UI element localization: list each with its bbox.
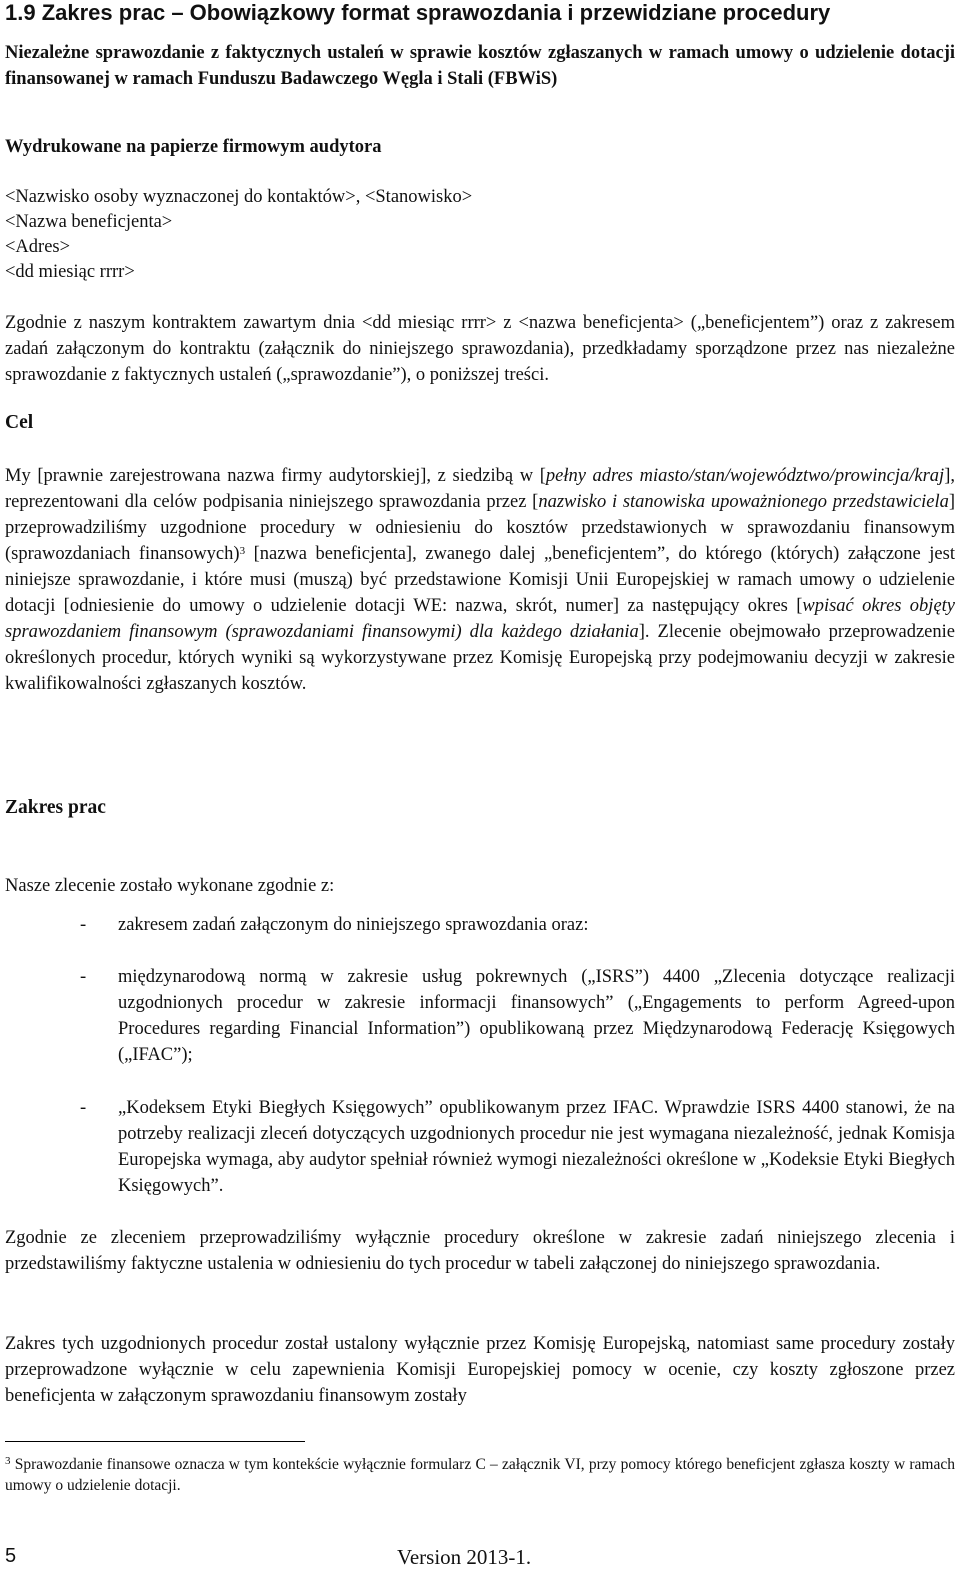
section-title: 1.9 Zakres prac – Obowiązkowy format sprawozdania i przewidziane procedury	[5, 0, 831, 25]
intro-paragraph: Zgodnie z naszym kontraktem zawartym dnia <dd miesiąc rrrr> z <nazwa beneficjenta> („beneficjentem”) oraz z zakresem zadań załączonym do kontraktu (załącznik do niniejszego sprawozdania), przedkładamy sporządzone przez nas niezależne sprawozdanie z faktycznych ustaleń („sprawozdanie”), o poniższej treści.	[5, 313, 955, 385]
list-dash: -	[80, 915, 87, 935]
list-item	[5, 912, 955, 938]
list-item	[5, 1095, 955, 1199]
cel-paragraph: My [prawnie zarejestrowana nazwa firmy audytorskiej], z siedzibą w [pełny adres miasto/stan/województwo/prowincja/kraj], reprezentowani dla celów podpisania niniejszego sprawozdania przez [nazwisko i stanowiska upoważnionego przedstawiciela] przeprowadziliśmy uzgodnione procedury w odniesieniu do kosztów przedstawionych w sprawozdaniu finansowym (sprawozdaniach finansowych)$^3$ [nazwa beneficjenta], zwanego dalej „beneficjentem”, do którego (których) załączone jest niniejsze sprawozdanie, i które musi (muszą) być przedstawione Komisji Unii Europejskiej w ramach umowy o udzielenie dotacji [odniesienie do umowy o udzielenie dotacji WE: nazwa, skrót, numer] za następujący okres [wpisać okres objęty sprawozdaniem finansowym (sprawozdaniami finansowymi) dla każdego działania]. Zlecenie obejmowało przeprowadzenie określonych procedur, których wyniki są wykorzystywane przez Komisję Europejską przy podejmowaniu decyzji w zakresie kwalifikowalności zgłaszanych kosztów.	[5, 466, 956, 694]
address-line: <Nazwa beneficjenta>	[5, 212, 173, 232]
list-dash: -	[80, 967, 87, 987]
zakres-paragraph-1: Zgodnie ze zleceniem przeprowadziliśmy wyłącznie procedury określone w zakresie zadań niniejszego zlecenia i przedstawiliśmy faktyczne ustalenia w odniesieniu do tych procedur w tabeli załączonej do niniejszego sprawozdania.	[5, 1228, 955, 1274]
zakres-heading: Zakres prac	[5, 797, 106, 818]
list-item-text: „Kodeksem Etyki Biegłych Księgowych” opublikowanym przez IFAC. Wprawdzie ISRS 4400 stanowi, że na potrzeby realizacji zleceń dotyczących uzgodnionych procedur nie jest wymagana niezależność, jednak Komisja Europejska wymaga, aby audytor spełniał również wymogi niezależności określone w „Kodeksie Etyki Biegłych Księgowych”.	[118, 1098, 955, 1196]
letterhead-note: Wydrukowane na papierze firmowym audytora	[5, 137, 382, 157]
footnote-text: Sprawozdanie finansowe oznacza w tym kontekście wyłącznie formularz C – załącznik VI, przy pomocy którego beneficjent zgłasza koszty w ramach umowy o udzielenie dotacji.	[5, 1456, 956, 1494]
page-number: 5	[5, 1545, 17, 1567]
footnote-number: 3	[5, 1455, 11, 1467]
address-block	[5, 185, 955, 285]
list-dash: -	[80, 1098, 87, 1118]
cel-heading: Cel	[5, 412, 34, 433]
footnote	[5, 1454, 955, 1496]
zakres-intro: Nasze zlecenie zostało wykonane zgodnie z:	[5, 876, 335, 896]
list-item-text: zakresem zadań załączonym do niniejszego sprawozdania oraz:	[118, 915, 589, 935]
footnote-divider	[5, 1441, 305, 1442]
footnote-reference: 3	[239, 545, 246, 557]
version-label: Version 2013-1.	[397, 1545, 532, 1569]
list-item	[5, 964, 955, 1068]
zakres-paragraph-2: Zakres tych uzgodnionych procedur został ustalony wyłącznie przez Komisję Europejską, natomiast same procedury zostały przeprowadzone wyłącznie w celu zapewnienia Komisji Europejskiej pomocy w ocenie, czy koszty zgłoszone przez beneficjenta w załączonym sprawozdaniu finansowym zostały	[5, 1334, 955, 1406]
address-line: <dd miesiąc rrrr>	[5, 262, 135, 282]
report-subtitle: Niezależne sprawozdanie z faktycznych ustaleń w sprawie kosztów zgłaszanych w ramach umowy o udzielenie dotacji finansowanej w ramach Funduszu Badawczego Węgla i Stali (FBWiS)	[5, 43, 955, 89]
address-line: <Nazwisko osoby wyznaczonej do kontaktów>, <Stanowisko>	[5, 187, 473, 207]
address-line: <Adres>	[5, 237, 71, 257]
list-item-text: międzynarodową normą w zakresie usług pokrewnych („ISRS”) 4400 „Zlecenia dotyczące realizacji uzgodnionych procedur w zakresie informacji finansowych” („Engagements to perform Agreed-upon Procedures regarding Financial Information”) opublikowaną przez Międzynarodową Federację Księgowych („IFAC”);	[118, 967, 955, 1065]
